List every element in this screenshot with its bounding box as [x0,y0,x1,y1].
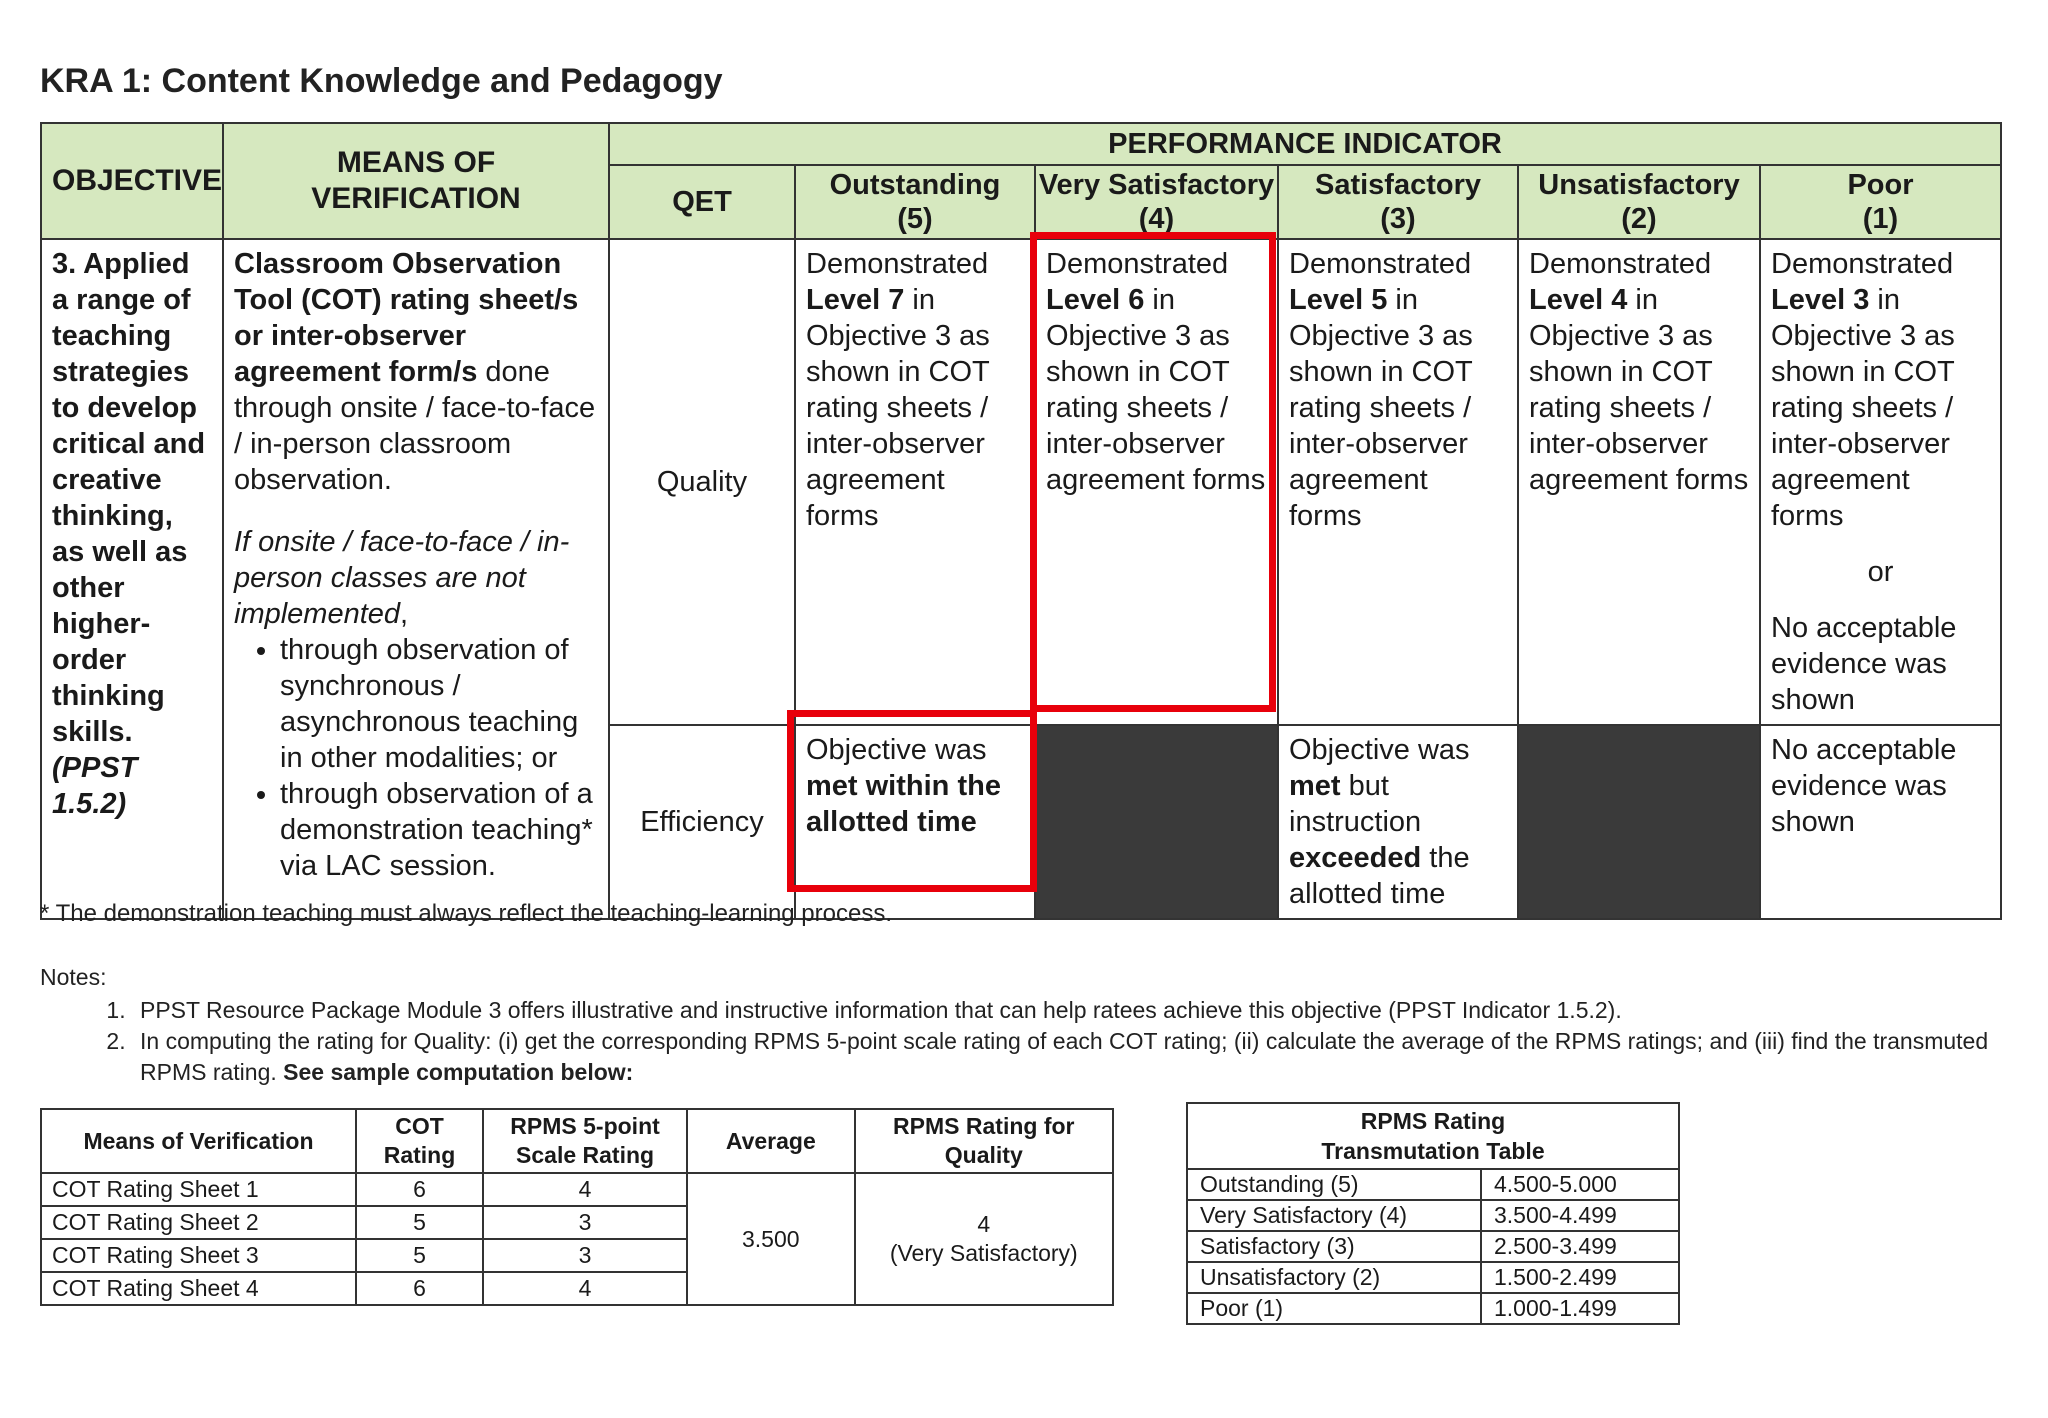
or-text: or [1867,556,1894,588]
note-bold-text: See sample computation below: [276,1059,634,1085]
list-item: 1. PPST Resource Package Module 3 offers illustrative and instructive information that can help ratees achieve this objective (PPST Indicator 1.5.2). [132,995,2020,1026]
note-text: In computing the rating for Quality: (i) get the corresponding RPMS 5-point scale rating of each COT rating; (ii) calculate the average of the RPMS ratings; and (iii) find the transmuted RPMS rating. [140,1028,1989,1085]
level-header-satisfactory: Satisfactory (3) [1278,165,1518,239]
table-row [1187,1293,1679,1324]
table-cell: COT Rating Sheet 2 [41,1206,356,1239]
efficiency-outstanding-cell [795,725,1035,919]
table-row [1187,1169,1679,1200]
quality-very-satisfactory-cell [1035,239,1278,725]
rating-cell [855,1173,1113,1305]
list-item [132,1026,2020,1088]
table-cell: Poor (1) [1187,1293,1481,1324]
means-bold-text: Classroom Observation Tool (COT) rating sheet/s or inter-observer agreement form/s [234,248,579,388]
table-row [1187,1200,1679,1231]
table-cell: 6 [356,1173,483,1206]
cell-text: in Objective 3 as shown in COT rating sheets / inter-observer agreement forms [806,284,990,532]
table-row [41,1173,1113,1206]
performance-indicator-header: PERFORMANCE INDICATOR [609,123,2001,165]
performance-indicator-table [40,122,2002,920]
column-header: Average [687,1109,855,1173]
cell-level: Level 5 [1289,284,1388,316]
quality-outstanding-cell [795,239,1035,725]
means-normal-text: done through onsite / face-to-face / in-person classroom observation. [234,356,596,496]
cell-text: Demonstrated [1771,248,1954,280]
table-cell: 5 [356,1239,483,1272]
column-header: COT Rating [356,1109,483,1173]
table-cell: 1.000-1.499 [1481,1293,1679,1324]
efficiency-unsatisfactory-shaded [1518,725,1760,919]
quality-satisfactory-cell [1278,239,1518,725]
cell-text: Objective was [1289,734,1470,766]
level-header-unsatisfactory: Unsatisfactory (2) [1518,165,1760,239]
page-title: KRA 1: Content Knowledge and Pedagogy [40,62,723,100]
cell-level: Level 7 [806,284,905,316]
level-header-very-satisfactory: Very Satisfactory (4) [1035,165,1278,239]
column-header: RPMS 5-point Scale Rating [483,1109,687,1173]
transmutation-title: RPMS Rating Transmutation Table [1187,1103,1679,1169]
objective-header: OBJECTIVE [41,123,223,239]
cell-bold-text: exceeded [1289,842,1422,874]
notes-heading: Notes: [40,964,107,990]
cell-text: Demonstrated [806,248,989,280]
objective-ref: (PPST 1.5.2) [52,752,138,820]
means-bullet-list [234,632,598,884]
table-cell: 3 [483,1206,687,1239]
transmutation-table [1186,1102,1680,1325]
table-cell: 6 [356,1272,483,1305]
qet-quality-label: Quality [609,239,795,725]
rating-value: 4 [977,1211,991,1237]
table-cell: Very Satisfactory (4) [1187,1200,1481,1231]
cell-text: but instruction [1289,770,1422,838]
cell-text: Demonstrated [1046,248,1229,280]
efficiency-satisfactory-cell [1278,725,1518,919]
table-cell: 3 [483,1239,687,1272]
cell-text: in Objective 3 as shown in COT rating sheets / inter-observer agreement forms [1046,284,1266,496]
cell-text: Objective was [806,734,987,766]
means-header: MEANS OF VERIFICATION [223,123,609,239]
table-cell: Outstanding (5) [1187,1169,1481,1200]
list-item: • through observation of a demonstration teaching* via LAC session. [280,776,598,884]
cell-level: Level 6 [1046,284,1145,316]
cell-text: Demonstrated [1289,248,1472,280]
footnote: * The demonstration teaching must always reflect the teaching-learning process. [40,900,893,927]
table-cell: 5 [356,1206,483,1239]
means-cell [223,239,609,919]
objective-cell [41,239,223,919]
cell-text: in Objective 3 as shown in COT rating sheets / inter-observer agreement forms [1771,284,1955,532]
column-header: Means of Verification [41,1109,356,1173]
table-cell: 3.500-4.499 [1481,1200,1679,1231]
table-cell: 4.500-5.000 [1481,1169,1679,1200]
table-cell: Satisfactory (3) [1187,1231,1481,1262]
table-cell: 4 [483,1272,687,1305]
no-evidence-text: No acceptable evidence was shown [1771,612,1957,716]
table-cell: 1.500-2.499 [1481,1262,1679,1293]
level-header-outstanding: Outstanding (5) [795,165,1035,239]
efficiency-very-satisfactory-shaded [1035,725,1278,919]
cell-bold-text: met within the allotted time [806,770,1001,838]
means-italic-text: If onsite / face-to-face / in-person classes are not implemented [234,526,570,630]
cell-text: Demonstrated [1529,248,1712,280]
efficiency-poor-cell: No acceptable evidence was shown [1760,725,2001,919]
table-cell: Unsatisfactory (2) [1187,1262,1481,1293]
objective-text: 3. Applied a range of teaching strategies to develop critical and creative thinking, as well as other higher-order thinking skills. [52,248,206,748]
quality-unsatisfactory-cell [1518,239,1760,725]
table-cell: COT Rating Sheet 3 [41,1239,356,1272]
qet-efficiency-label: Efficiency [609,725,795,919]
cell-text: in Objective 3 as shown in COT rating sheets / inter-observer agreement forms [1289,284,1473,532]
level-header-poor: Poor (1) [1760,165,2001,239]
table-row [1187,1231,1679,1262]
sample-computation-table [40,1108,1114,1306]
rating-label: (Very Satisfactory) [889,1240,1078,1266]
cell-level: Level 4 [1529,284,1628,316]
table-cell: 2.500-3.499 [1481,1231,1679,1262]
notes-section [40,962,2020,1088]
list-item: • through observation of synchronous / asynchronous teaching in other modalities; or [280,632,598,776]
cell-bold-text: met [1289,770,1341,802]
table-cell: 4 [483,1173,687,1206]
quality-poor-cell [1760,239,2001,725]
qet-header: QET [609,165,795,239]
average-cell: 3.500 [687,1173,855,1305]
table-cell: COT Rating Sheet 1 [41,1173,356,1206]
column-header: RPMS Rating for Quality [855,1109,1113,1173]
notes-list [40,995,2020,1088]
cell-text: in Objective 3 as shown in COT rating sheets / inter-observer agreement forms [1529,284,1749,496]
cell-level: Level 3 [1771,284,1870,316]
table-row [1187,1262,1679,1293]
means-comma: , [400,598,409,630]
cell-text: the allotted time [1289,842,1470,910]
table-cell: COT Rating Sheet 4 [41,1272,356,1305]
